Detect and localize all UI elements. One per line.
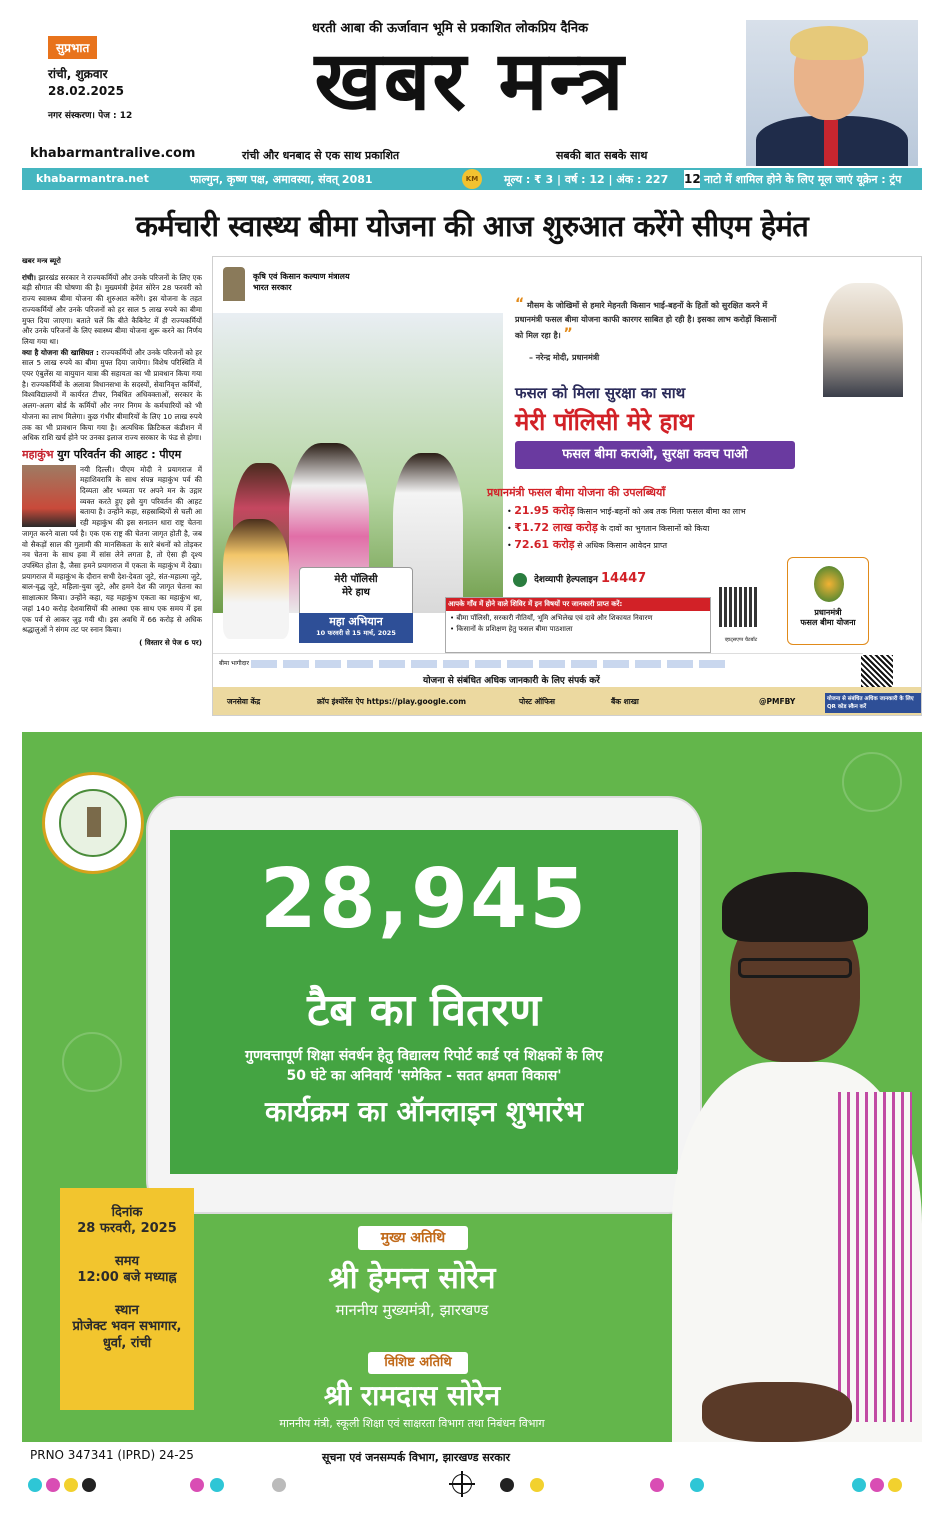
subtitle-left: रांची और धनबाद से एक साथ प्रकाशित bbox=[242, 149, 400, 162]
pmfby-emblem-icon bbox=[814, 566, 844, 602]
photo-tie bbox=[824, 120, 838, 166]
tab-description: गुणवत्तापूर्ण शिक्षा संवर्धन हेतु विद्यालय रिपोर्ट कार्ड एवं शिक्षकों के लिए 50 घंटे का अनिवार्य 'समेकित - सतत क्षमता विकास' bbox=[245, 1048, 603, 1084]
pr-number: PRNO 347341 (IPRD) 24-25 bbox=[30, 1448, 194, 1462]
bg-decor bbox=[842, 752, 902, 812]
place-label: स्थान bbox=[115, 1303, 139, 1318]
pmfby-advertisement[interactable] bbox=[212, 256, 922, 716]
time-value: 12:00 बजे मध्याह्न bbox=[77, 1270, 177, 1285]
chief-guest-label: मुख्य अतिथि bbox=[358, 1226, 468, 1250]
qr-caption: व्हाट्सएप्प चैटबॉट bbox=[724, 637, 758, 643]
phone-icon bbox=[513, 573, 527, 587]
second-story-body: नयी दिल्ली। पीएम मोदी ने प्रयागराज में महाशिवरात्रि के साथ संपन्न महाकुंभ पर्व की दिव्यता और भव्यता पर अपने मन के उद्गार व्यक्त करते हुए इसे युग परिवर्तन की आहट बताया है। उन्होंने कहा, सहस्राब्दियों से चली आ रही महाकुंभ की इस सनातन धारा राष्ट्र चेतना जागृत करने वाला पर्व है। एक एक राष्ट्र की चेतना जागृत होती है, जब वो सैकड़ों साल की गुलामी की मानसिकता के सारे बंधनों को तोड़कर नव चेतना के साथ हवा में सांस लेने लगता है, तो ऐसा ही दृश्य उपस्थित होता है, जैसा हमने प्रयागराज में एकता के महाकुंभ में देखा। प्रयागराज में महाकुंभ के दौरान सभी देश-देवता जुटे, संत-महात्मा जुटे, बाल-वृद्ध जुटे, महिला-युवा जुटे, और हमने देश की जागृत चेतना का साक्षात्कार किया। उन्होंने कहा, यह महाकुंभ एकता का महाकुंभ था, जहां 140 करोड़ देशवासियों की आस्था एक साथ एक समय में इस एक पर्व से आकर जुड़ गयी थी। इस अवधि में 66 करोड़ से अधिक श्रद्धालुओं ने संगम तट पर स्नान किया। bbox=[22, 464, 202, 635]
maha-abhiyan-banner: महा अभियान 10 फरवरी से 15 मार्च, 2025 bbox=[299, 613, 413, 643]
registration-mark bbox=[46, 1478, 60, 1492]
masthead-tagline: धरती आबा की ऊर्जावान भूमि से प्रकाशित लोकप्रिय दैनिक bbox=[311, 21, 589, 36]
special-guest-designation: माननीय मंत्री, स्कूली शिक्षा एवं साक्षरता विभाग तथा निबंधन विभाग bbox=[279, 1417, 545, 1430]
second-story-photo bbox=[22, 465, 76, 527]
registration-mark bbox=[888, 1478, 902, 1492]
registration-mark bbox=[852, 1478, 866, 1492]
registration-mark bbox=[870, 1478, 884, 1492]
jharkhand-govt-seal bbox=[42, 772, 144, 874]
portrait-hands bbox=[702, 1382, 852, 1442]
cm-portrait bbox=[672, 862, 922, 1468]
registration-mark bbox=[190, 1478, 204, 1492]
registration-mark bbox=[28, 1478, 42, 1492]
special-guest-name: श्री रामदास सोरेन bbox=[323, 1379, 501, 1412]
pm-portrait bbox=[823, 283, 903, 397]
tab-count: 28,945 bbox=[259, 852, 589, 947]
city-day: रांची, शुक्रवार bbox=[48, 67, 108, 81]
time-label: समय bbox=[114, 1254, 140, 1269]
special-guest-label: विशिष्ट अतिथि bbox=[368, 1352, 468, 1374]
ad-footer bbox=[213, 687, 922, 716]
contact-line: योजना से संबंधित अधिक जानकारी के लिए संपर्क करें bbox=[423, 676, 600, 686]
newspaper-title: खबर मन्त्र bbox=[314, 33, 626, 129]
helpline[interactable]: देशव्यापी हेल्पलाइन 14447 bbox=[513, 571, 646, 587]
registration-mark bbox=[650, 1478, 664, 1492]
tab-title: टैब का वितरण bbox=[307, 985, 541, 1036]
achievement-item: • 72.61 करोड़ से अधिक किसान आवेदन प्राप्त bbox=[507, 538, 668, 551]
footer-jansewa[interactable]: जनसेवा केंद्र bbox=[227, 697, 261, 706]
scheme-qr-code-icon[interactable] bbox=[861, 655, 893, 687]
info-strip bbox=[22, 168, 922, 190]
edition-info: नगर संस्करण। पेज : 12 bbox=[48, 111, 133, 121]
registration-mark bbox=[210, 1478, 224, 1492]
strip-site[interactable]: khabarmantra.net bbox=[36, 172, 149, 185]
camp-item: • बीमा पॉलिसी, सरकारी नीतियाँ, भूमि अभिलेख एवं दावे और शिकायत निवारण bbox=[450, 614, 653, 622]
second-story-kicker: महाकुंभ bbox=[22, 447, 54, 461]
website-link[interactable]: khabarmantralive.com bbox=[30, 146, 196, 161]
achievement-item: • ₹1.72 लाख करोड़ के दावों का भुगतान किसानों को किया bbox=[507, 521, 710, 534]
top-news-photo bbox=[746, 20, 918, 166]
pm-quote: “ मौसम के जोखिमों से हमारे मेहनती किसान भाई-बहनों के हितों को सुरक्षित करने में प्रधानमंत्री फसल बीमा योजना काफी कारगर साबित हो रही है। इसका लाभ करोड़ों किसानों को मिल रहा है। ” – नरेन्द्र मोदी, प्रधानमंत्री bbox=[515, 297, 785, 365]
strip-ticker[interactable]: नाटो में शामिल होने के लिए मूल जाएं यूक्रेन : ट्रंप bbox=[704, 173, 902, 186]
camp-item: • किसानों के प्रशिक्षण हेतु फसल बीमा पाठशाला bbox=[450, 625, 573, 633]
quote-open-icon: “ bbox=[515, 296, 525, 312]
registration-mark bbox=[500, 1478, 514, 1492]
tab-launch-title: कार्यक्रम का ऑनलाइन शुभारंभ bbox=[264, 1095, 584, 1128]
quote-close-icon: ” bbox=[563, 326, 573, 342]
registration-mark bbox=[690, 1478, 704, 1492]
farmer-cartoon bbox=[223, 519, 289, 639]
ad-heading-1: फसल को मिला सुरक्षा का साथ bbox=[515, 384, 686, 402]
issue-date: 28.02.2025 bbox=[48, 84, 124, 98]
lead-paragraph-1: रांची। झारखंड सरकार ने राज्यकर्मियों और उनके परिजनों के लिए एक बड़ी सौगात की घोषणा की है। मुख्यमंत्री हेमंत सोरेन 28 फरवरी को राज्य स्वास्थ्य बीमा योजना की शुरुआत करेंगे। इस योजना के तहत राज्यकर्मियों और उनके परिजनों को हर साल 5 लाख रुपये का बीमा मुफ्त दिया जाएगा। बताते चलें कि बीते कैबिनेट में ही राज्यकर्मियों और उनके परिजनों के लिए स्वास्थ्य बीमा योजना शुरू करने का निर्णय लिया गया था। bbox=[22, 272, 202, 346]
strip-page-number: 12 bbox=[684, 172, 701, 186]
portrait-glasses bbox=[738, 958, 852, 978]
chief-guest-designation: माननीय मुख्यमंत्री, झारखण्ड bbox=[335, 1301, 489, 1319]
continued-link[interactable]: ( विस्तार से पेज 6 पर) bbox=[139, 637, 202, 647]
edition-badge: सुप्रभात bbox=[48, 36, 97, 59]
left-column bbox=[22, 256, 202, 722]
achievements-list bbox=[507, 503, 746, 554]
portrait-stole bbox=[832, 1092, 912, 1422]
national-emblem-icon bbox=[223, 267, 245, 301]
registration-mark bbox=[82, 1478, 96, 1492]
camp-info-box bbox=[445, 597, 711, 653]
event-details bbox=[60, 1188, 194, 1410]
registration-mark bbox=[64, 1478, 78, 1492]
achievement-item: • 21.95 करोड़ किसान भाई-बहनों को अब तक मिला फसल बीमा का लाभ bbox=[507, 504, 746, 517]
strip-price: मूल्य : ₹ 3 | वर्ष : 12 | अंक : 227 bbox=[504, 173, 669, 186]
strip-calendar: फाल्गुन, कृष्ण पक्ष, अमावस्या, संवत् 2081 bbox=[190, 173, 373, 186]
second-story-headline[interactable] bbox=[22, 447, 202, 461]
place-value: प्रोजेक्ट भवन सभागार, धुर्वा, रांची bbox=[72, 1319, 182, 1351]
ad-heading-2: मेरी पॉलिसी मेरे हाथ bbox=[515, 408, 694, 436]
byline: खबर मन्त्र ब्यूरो bbox=[22, 257, 61, 265]
insurer-logos: बीमा भागीदार bbox=[213, 653, 863, 671]
pmfby-logo: प्रधानमंत्री फसल बीमा योजना bbox=[787, 557, 869, 645]
tab-distribution-advertisement[interactable] bbox=[22, 732, 922, 1468]
date-value: 28 फरवरी, 2025 bbox=[77, 1221, 177, 1236]
footer-bank[interactable]: बैंक शाखा bbox=[611, 697, 639, 706]
km-logo-icon: KM bbox=[462, 169, 482, 189]
campaign-badge: मेरी पॉलिसी मेरे हाथ bbox=[299, 567, 413, 627]
footer-post-office[interactable]: पोस्ट ऑफिस bbox=[519, 697, 555, 706]
achievements-heading: प्रधानमंत्री फसल बीमा योजना की उपलब्धियाँ bbox=[487, 486, 666, 499]
registration-crosshair-icon bbox=[452, 1474, 472, 1494]
lead-paragraph-2: क्या है योजना की खासियत : राज्यकर्मियों और उनके परिजनों को हर साल 5 लाख रुपये का बीमा मुफ्त दिया जायेगा। विशेष परिस्थिति में एयर एंबुलेंस या वायुयान यात्रा की सहायता का भी प्रावधान किया गया है। राज्यकर्मियों के अलावा विधानसभा के सदस्यों, सेवानिवृत्त कर्मियों, विश्वविद्यालयों में कार्यरत टीचर, निबंधित अधिवक्ताओं, सरकार के अलग-अलग बोर्ड के कर्मियों और नगर निगम के कर्मचारियों को भी योजना का लाभ मिलेगा। कुछ गंभीर बीमारियों के लिए 10 लाख रुपये तक का भी प्रावधान किया गया है। अत्यधिक क्रिटिकल कंडीशन में अधिक राशि खर्च होने पर उनका इलाज राज्य सरकार के फंड से होगा। bbox=[22, 347, 202, 443]
whatsapp-qr-code-icon[interactable] bbox=[719, 587, 759, 627]
date-label: दिनांक bbox=[111, 1205, 143, 1220]
camp-heading: आपके गाँव में होने वाले शिविर में इन विषयों पर जानकारी प्राप्त करें: bbox=[446, 598, 710, 611]
dateline bbox=[48, 66, 124, 100]
ad-slogan-pill: फसल बीमा कराओ, सुरक्षा कवच पाओ bbox=[515, 441, 795, 469]
bg-decor bbox=[62, 1032, 122, 1092]
department-name: सूचना एवं जनसम्पर्क विभाग, झारखण्ड सरकार bbox=[322, 1451, 511, 1464]
ministry-name: कृषि एवं किसान कल्याण मंत्रालय भारत सरकार bbox=[253, 272, 350, 292]
footer-qr-note: योजना से संबंधित अधिक जानकारी के लिए QR कोड स्कैन करें bbox=[825, 693, 921, 713]
second-story-title: युग परिवर्तन की आहट : पीएम bbox=[57, 447, 182, 461]
chief-guest-name: श्री हेमन्त सोरेन bbox=[328, 1261, 496, 1296]
ashoka-emblem-icon bbox=[87, 807, 101, 837]
footer-social-handle[interactable]: @PMFBY bbox=[759, 697, 796, 706]
lead-headline[interactable]: कर्मचारी स्वास्थ्य बीमा योजना की आज शुरुआत करेंगे सीएम हेमंत bbox=[135, 209, 809, 243]
registration-mark bbox=[272, 1478, 286, 1492]
subtitle-right: सबकी बात सबके साथ bbox=[556, 149, 648, 162]
registration-mark bbox=[530, 1478, 544, 1492]
quote-author: – नरेन्द्र मोदी, प्रधानमंत्री bbox=[529, 353, 600, 362]
photo-hair bbox=[790, 26, 868, 60]
footer-app[interactable]: क्रॉप इंश्योरेंस ऐप https://play.google.com bbox=[317, 697, 467, 706]
portrait-hair bbox=[722, 872, 868, 942]
